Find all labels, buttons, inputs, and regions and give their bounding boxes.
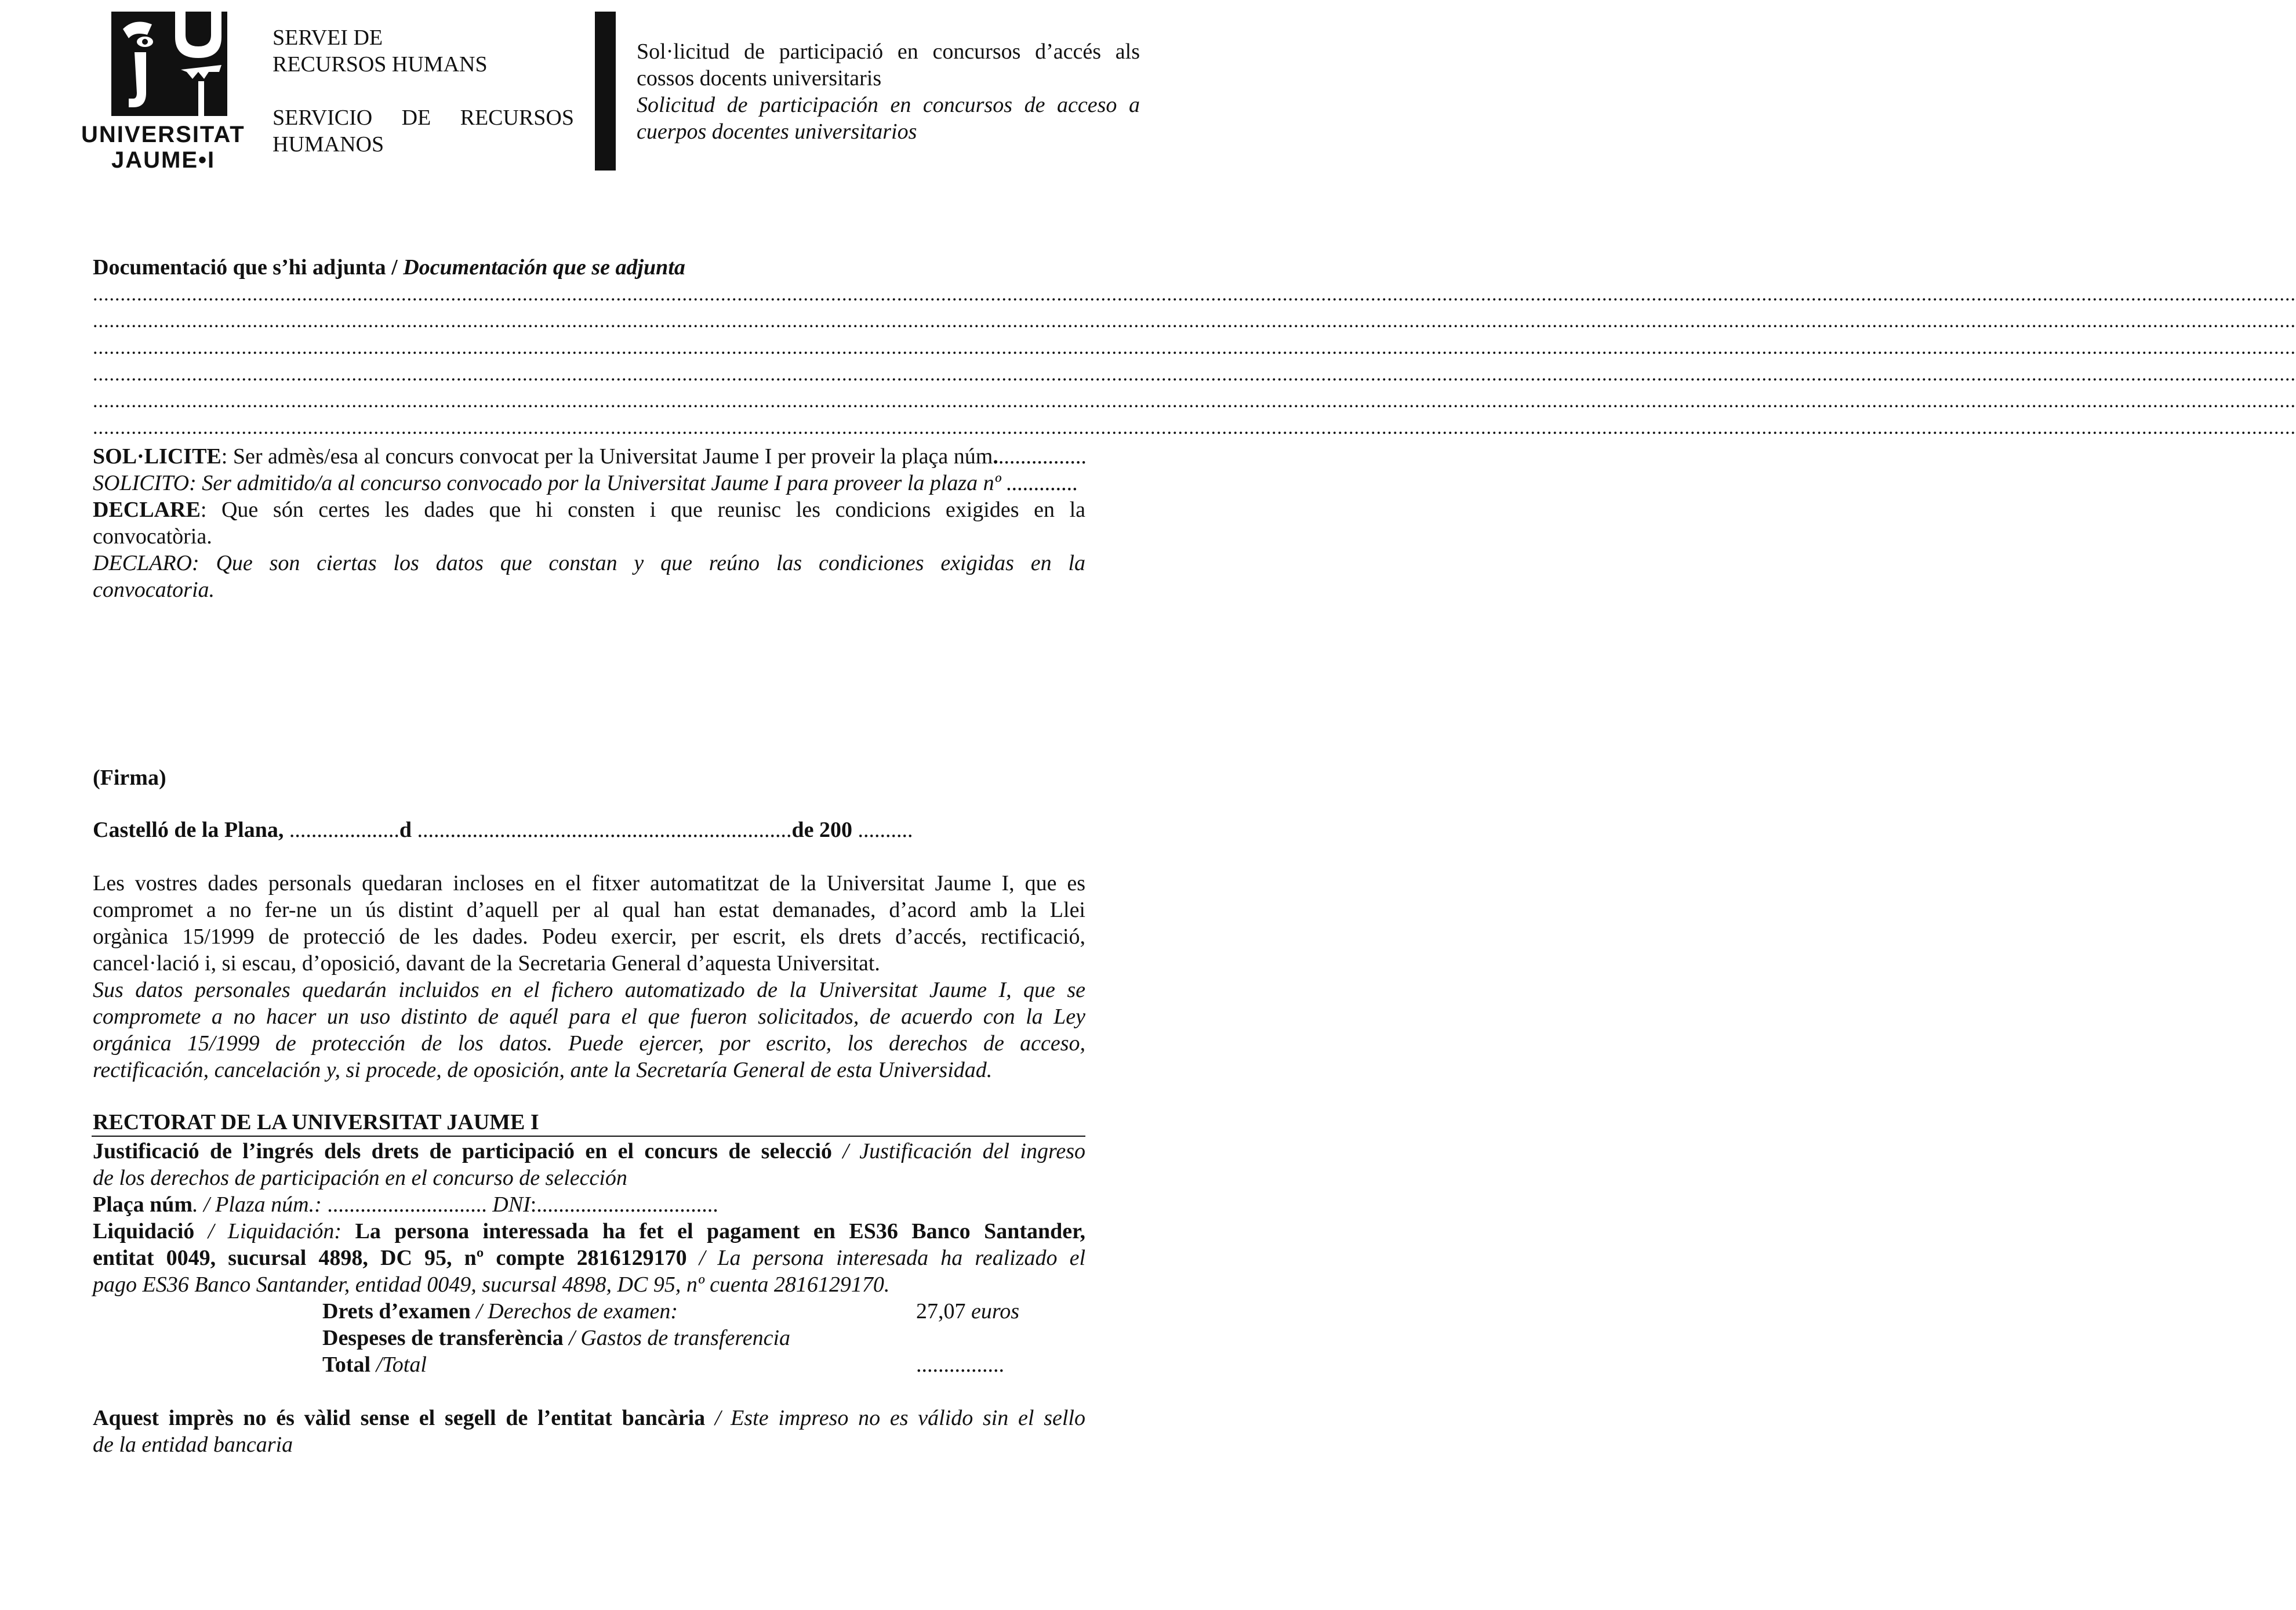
university-name-line2: JAUME•I — [111, 147, 216, 173]
date-line — [93, 817, 1078, 843]
title-ca-line1: Sol·licitud de participació en concursos d’accés als — [637, 39, 1140, 64]
fee-label-es: /Total — [370, 1352, 427, 1377]
privacy-es-line3: orgánica 15/1999 de protección de los datos. Puede ejercer, por escrito, los derechos de acceso, — [93, 1031, 1085, 1056]
request-ca-label: SOL·LICITE — [93, 444, 221, 469]
service-name — [273, 24, 574, 158]
privacy-es-line2: compromete a no hacer un uso distinto de aquél para el que fueron solicitados, de acuerdo con la Ley — [93, 1005, 1085, 1029]
documentation-line[interactable]: ................................................................................................................................................................................................................................................................................................................................................................................................................ — [93, 390, 2296, 412]
request-ca-text: : Ser admès/esa al concurs convocat per la Universitat Jaume I per proveir la plaça núm — [221, 444, 993, 469]
plaza-label: Plaça núm — [93, 1192, 193, 1217]
date-d: d — [399, 818, 412, 842]
liquidation-ca-line1: La persona interessada ha fet el pagament en ES36 Banco Santander, — [355, 1219, 1086, 1243]
justification-es-line1: / Justificación del ingreso — [832, 1139, 1085, 1163]
privacy-ca-line2: compromet a no fer-ne un ús distint d’aquell per al qual han estat demanades, d’acord amb la Llei — [93, 898, 1085, 922]
fee-total-dots[interactable]: ................ — [916, 1352, 1004, 1377]
justification — [93, 1138, 1085, 1191]
fee-amount: 27,07 euros — [916, 1299, 1020, 1323]
declare-ca-line2: convocatòria. — [93, 524, 212, 549]
privacy-es-line1: Sus datos personales quedarán incluidos en el fichero automatizado de la Universitat Jaume I, que se — [93, 978, 1085, 1002]
plaza-line — [93, 1191, 718, 1218]
justification-ca: Justificació de l’ingrés dels drets de participació en el concurs de selecció — [93, 1139, 833, 1163]
signature-label: (Firma) — [93, 766, 166, 790]
request-ca: SOL·LICITE: Ser admès/esa al concurs convocat per la Universitat Jaume I per proveir la plaça núm................. — [93, 444, 1087, 469]
title-es-line1: Solicitud de participación en concursos de acceso a — [637, 93, 1140, 117]
declare-text-line1: : Que són certes les dades que hi consten i que reunisc les condicions exigides en la — [200, 498, 1085, 522]
rectorat-heading: RECTORAT DE LA UNIVERSITAT JAUME I — [93, 1110, 539, 1134]
jaume-figure-icon — [111, 12, 227, 116]
liquidation-label: Liquidació — [93, 1219, 195, 1243]
declaro-es-line1: DECLARO: Que son ciertas los datos que constan y que reúno las condiciones exigidas en la — [93, 551, 1085, 575]
date-month-dots[interactable]: .................................................................... — [417, 818, 792, 842]
form-title — [637, 38, 1140, 145]
fee-row — [322, 1325, 1076, 1351]
documentation-line[interactable]: ................................................................................................................................................................................................................................................................................................................................................................................................................ — [93, 284, 2296, 305]
liquidation — [93, 1218, 1085, 1298]
privacy-ca-line3: orgànica 15/1999 de protecció de les dades. Podeu exercir, per escrit, els drets d’accés, rectificació, — [93, 924, 1085, 949]
fee-label-ca: Despeses de transferència — [322, 1326, 564, 1350]
declare-label: DECLARE — [93, 498, 201, 522]
fee-label-ca: Total — [322, 1352, 371, 1377]
request-es-dots[interactable]: ............. — [1006, 471, 1078, 495]
request-es-text: SOLICITO: Ser admitido/a al concurso convocado por la Universitat Jaume I para proveer la plaza nº — [93, 471, 1001, 495]
documentation-heading-es: Documentación que se adjunta — [403, 255, 685, 280]
liquidation-ca-line2: entitat 0049, sucursal 4898, DC 95, nº compte 2816129170 — [93, 1246, 687, 1270]
rectorat-divider — [92, 1136, 1085, 1137]
dni-dots[interactable]: :................................. — [530, 1192, 718, 1217]
privacy-notice — [93, 870, 1085, 1083]
service-es-line2: HUMANOS — [273, 132, 384, 157]
justification-es-line2: de los derechos de participación en el concurso de selección — [93, 1166, 627, 1190]
documentation-heading-ca: Documentació que s’hi adjunta / — [93, 255, 398, 280]
declaro-es-line2: convocatoria. — [93, 578, 215, 602]
fee-row — [322, 1351, 1076, 1378]
request-ca-dots[interactable]: ................ — [998, 444, 1087, 469]
fee-label-ca: Drets d’examen — [322, 1299, 471, 1323]
liquidation-label-es: / Liquidación: — [194, 1219, 342, 1243]
title-es-line2: cuerpos docentes universitarios — [637, 119, 917, 144]
liquidation-es-line3: pago ES36 Banco Santander, entidad 0049, sucursal 4898, DC 95, nº cuenta 2816129170. — [93, 1272, 890, 1297]
plaza-label-es: . / Plaza núm.: — [192, 1192, 322, 1217]
privacy-ca-line4: cancel·lació i, si escau, d’oposició, davant de la Secretaria General d’aquesta Universitat. — [93, 951, 880, 976]
documentation-line[interactable]: ................................................................................................................................................................................................................................................................................................................................................................................................................ — [93, 310, 2296, 332]
documentation-line[interactable]: ................................................................................................................................................................................................................................................................................................................................................................................................................ — [93, 337, 2296, 358]
plaza-dots[interactable]: ............................. — [327, 1192, 487, 1217]
fee-label-es: / Derechos de examen: — [470, 1299, 678, 1323]
service-ca-line1: SERVEI DE — [273, 26, 383, 50]
privacy-ca-line1: Les vostres dades personals quedaran incloses en el fitxer automatitzat de la Universitat Jaume I, que es — [93, 871, 1085, 895]
service-ca-line2: RECURSOS HUMANS — [273, 52, 488, 77]
notice-ca: Aquest imprès no és vàlid sense el segell de l’entitat bancària — [93, 1406, 706, 1430]
service-es-line1: SERVICIO DE RECURSOS — [273, 106, 574, 130]
request-es — [93, 470, 1142, 496]
university-logo — [81, 12, 255, 174]
declare-ca-line1 — [93, 496, 1085, 523]
liquidation-es-line2: / La persona interesada ha realizado el — [686, 1246, 1086, 1270]
university-name — [81, 122, 255, 173]
university-name-line1: UNIVERSITAT — [81, 122, 245, 147]
notice-es-line1: / Este impreso no es válido sin el sello — [705, 1406, 1085, 1430]
documentation-heading — [93, 254, 1136, 281]
bank-stamp-notice — [93, 1405, 1085, 1458]
date-year-label: de 200 — [791, 818, 852, 842]
date-day-dots[interactable]: .................... — [289, 818, 399, 842]
date-place: Castelló de la Plana, — [93, 818, 284, 842]
header-divider — [595, 12, 616, 171]
title-ca-line2: cossos docents universitaris — [637, 66, 882, 90]
documentation-line[interactable]: ................................................................................................................................................................................................................................................................................................................................................................................................................ — [93, 417, 2296, 438]
documentation-line[interactable]: ................................................................................................................................................................................................................................................................................................................................................................................................................ — [93, 364, 2296, 385]
dni-label: DNI — [492, 1192, 531, 1217]
notice-es-line2: de la entidad bancaria — [93, 1433, 293, 1457]
date-year-dots[interactable]: .......... — [858, 818, 913, 842]
fee-row — [322, 1298, 1076, 1325]
privacy-es-line4: rectificación, cancelación y, si procede, de oposición, ante la Secretaría General de esta Universidad. — [93, 1058, 993, 1082]
fee-label-es: / Gastos de transferencia — [563, 1326, 791, 1350]
